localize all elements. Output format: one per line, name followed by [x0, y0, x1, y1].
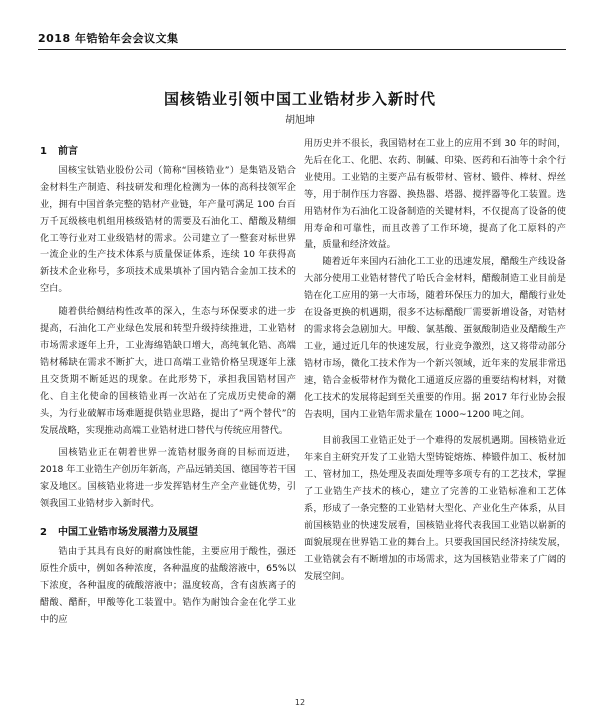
right-column: [304, 136, 566, 586]
section-heading-2: [40, 525, 296, 542]
paragraph: 随着近年来国内石油化工工业的迅速发展，醋酸生产线设备大部分使用工业锆材替代了哈氏合金材料，醋酸制造工业目前是锆在化工应用的第一大市场，随着环保压力的加大，醋酸行业处在设备更换的机遇期，很多不达标醋酸厂需要新增设备，对锆材的需求将会急剧加大。甲酸、氯基酸、蛋氨酸制造业及醋酸生产工业，通过近几年的快速发展，行业竞争激烈，这又将带动部分锆材市场，微化工技术作为一个新兴领域，近年来的发展非常迅速，锆合金板带材作为微化工通道反应器的重要结构材料，对微化工技术的发展将起到至关重要的作用。据 2017 年行业协会报告表明，国内工业锆年需求量在 1000~1200 吨之间。: [304, 256, 566, 420]
paragraph: 随着供给侧结构性改革的深入，生态与环保要求的进一步提高，石油化工产业绿色发展和转型升级持续推进，工业锆材市场需求逐年上升，工业海绵锆缺口增大，高纯氧化锆、高端锆材稀缺在需求不断扩大，进口高端工业锆价格呈现逐年上涨且交货期不断延迟的现象。在此形势下，承担我国锆材国产化、自主化使命的国核锆业再一次站在了完成历史使命的潮头，为行业破解市场难题提供锆业思路，提出了“两个替代”的发展战略，实现推动高端工业锆材进口替代与传统应用替代。: [40, 306, 296, 436]
paragraph: 国核宝钛锆业股份公司（简称“国核锆业”）是集锆及锆合金材料生产制造、科技研发和理化检测为一体的高科技领军企业，拥有中国首条完整的锆材产业链，年产量可满足 100 台百万千瓦级核电机组用核级锆材的需要及石油化工、醋酸及精细化工等行业对工业级锆材的需求。公司建立了一整套对标世界一流企业的生产技术体系与质量保证体系，连续 10 年获得高新技术企业称号，多项技术成果填补了国内锆合金加工技术的空白。: [40, 164, 296, 295]
paper-title: 国核锆业引领中国工业锆材步入新时代: [163, 90, 436, 108]
left-column: [40, 142, 296, 628]
author-name: 胡旭坤: [285, 115, 315, 126]
section-title: 中国工业锆市场发展潜力及展望: [58, 527, 198, 539]
paragraph: 目前我国工业锆正处于一个难得的发展机遇期。国核锆业近年来自主研究开发了工业锆大型铸锭熔炼、棒锻件加工、板材加工、管材加工，热处理及表面处理等多项专有的工艺技术，掌握了工业锆生产技术的核心，建立了完善的工业锆标准和工艺体系，形成了一条完整的工业锆材大型化、产业化生产体系，从目前国核锆业的快速发展看，国核锆业将代表我国工业锆以崭新的面貌展现在世界锆工业的舞台上。只要我国国民经济持续发展，工业锆就会有不断增加的市场需求，这为国核锆业带来了广阔的发展空间。: [304, 435, 566, 582]
running-header: 2018 年锆铪年会会议文集: [38, 30, 566, 50]
section-number: 1: [40, 146, 47, 157]
paragraph: 锆由于其具有良好的耐腐蚀性能，主要应用于酸性，强还原性介质中，例如各种浓度，各种温度的盐酸溶液中，65%以下浓度，各种温度的硫酸溶液中；温度较高，含有卤族离子的醋酸、醋酐，甲酸等化工装置中。锆作为耐蚀合金在化学工业中的应: [40, 545, 296, 625]
paragraph-continuation: 用历史并不很长，我国锆材在工业上的应用不到 30 年的时间，先后在化工、化肥、农药、制碱、印染、医药和石油等十余个行业使用。工业锆的主要产品有板带材、管材、锻件、棒材、焊丝等，用于制作压力容器、换热器、塔器、搅拌器等化工装置。选用锆材作为石油化工设备制造的关键材料，不仅提高了设备的使用寿命和可靠性，而且改善了工作环境，提高了化工原料的产量，质量和经济效益。: [304, 138, 566, 251]
section-number: 2: [40, 527, 47, 539]
page-number: 12: [294, 698, 306, 707]
section-heading-1: [40, 144, 296, 161]
paragraph: 国核锆业正在朝着世界一流锆材服务商的目标而迈进，2018 年工业锆生产创历年新高，产品远销美国、德国等若干国家及地区。国核锆业将进一步发挥锆材生产全产业链优势，引领我国工业锆材步入新时代。: [40, 447, 296, 510]
section-title: 前言: [58, 146, 78, 157]
